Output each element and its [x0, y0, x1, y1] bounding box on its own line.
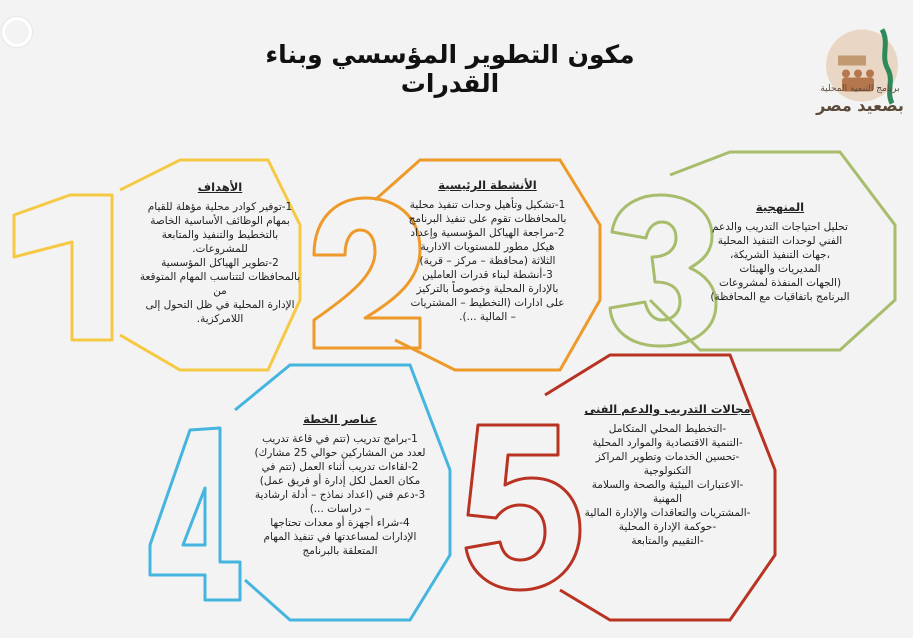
box-line: التكنولوجية	[643, 465, 692, 477]
box-line: هيكل مطور للمستويات الادارية	[420, 241, 555, 253]
box-heading: الأنشطة الرئيسية	[438, 178, 537, 192]
box-line: -التخطيط المحلي المتكامل	[608, 423, 727, 435]
box-heading: عناصر الخطة	[303, 412, 377, 426]
logo-person	[854, 70, 862, 78]
box-plan-elements	[240, 412, 440, 558]
box-line: للمشروعات.	[192, 243, 248, 255]
box-line: مكان العمل لكل إدارة أو فريق عمل)	[259, 475, 421, 487]
box-line: المتعلقة بالبرنامج	[302, 545, 378, 557]
box-line: الفني لوحدات التنفيذ المحلية	[717, 235, 843, 247]
box-line: بالتخطيط والتنفيذ والمتابعة	[161, 229, 279, 241]
box-line: 3-أنشطة لبناء قدرات العاملين	[422, 269, 553, 281]
box-line: 2-مراجعة الهياكل المؤسسية وإعداد	[410, 227, 565, 239]
box-line: 1-توفير كوادر محلية مؤهلة للقيام	[147, 201, 293, 213]
box-line: -التنمية الاقتصادية والموارد المحلية	[592, 437, 743, 449]
box-line: الإدارات لمساعدتها في تنفيذ المهام	[263, 531, 417, 543]
box-line: 2-لقاءات تدريب أثناء العمل (تتم في	[261, 461, 419, 473]
box-line: -حوكمة الإدارة المحلية	[618, 521, 717, 533]
logo-person	[866, 70, 874, 78]
corner-circle-icon	[2, 17, 32, 47]
box-line: 4-شراء أجهزة أو معدات تحتاجها	[270, 517, 410, 529]
box-line: بمهام الوظائف الأساسية الخاصة	[150, 215, 290, 227]
box-line: 1-تشكيل وتأهيل وحدات تنفيذ محلية	[409, 199, 566, 211]
box-line: 2-تطوير الهياكل المؤسسية	[161, 257, 279, 269]
box-heading: الأهداف	[197, 180, 243, 194]
box-line: – المالية ...).	[459, 311, 516, 323]
logo-name: بصعيد مصر	[816, 96, 904, 115]
box-methodology	[680, 200, 880, 304]
box-line: -التقييم والمتابعة	[631, 535, 704, 547]
box-line: تحليل احتياجات التدريب والدعم	[712, 221, 848, 233]
numeral-1	[14, 195, 112, 340]
box-main-activities	[390, 178, 585, 324]
box-line: بالمحافظات لتتناسب المهام المتوقعة من	[139, 271, 301, 297]
box-line: بالإدارة المحلية وخصوصاً بالتركيز	[416, 283, 559, 295]
box-line: الإدارة المحلية في ظل التحول إلى	[145, 299, 295, 311]
box-line: 3-دعم فني (اعداد نماذج – أدلة ارشادية	[254, 489, 426, 501]
logo-person	[842, 70, 850, 78]
box-heading: مجالات التدريب والدعم الفنى	[584, 402, 751, 416]
box-line: البرنامج باتفاقيات مع المحافظة)	[710, 291, 850, 303]
box-line: الثلاثة (محافظة – مركز – قرية)	[419, 255, 556, 267]
box-line: -الاعتبارات البيئية والصحة والسلامة	[591, 479, 744, 491]
box-line: ،جهات التنفيذ الشريكة،	[730, 249, 830, 261]
box-line: – دراسات ...)	[309, 503, 371, 515]
logo-subtitle: برنامج التنمية المحلية	[820, 84, 900, 94]
box-line: -المشتريات والتعاقدات والإدارة المالية	[584, 507, 751, 519]
logo-houses	[838, 56, 866, 66]
box-training-areas	[560, 402, 775, 548]
box-line: بالمحافظات تقوم على تنفيذ البرنامج	[408, 213, 567, 225]
box-line: اللامركزية.	[196, 313, 244, 325]
page-title: مكون التطوير المؤسسي وبناء القدرات	[265, 40, 635, 98]
box-heading: المنهجية	[755, 200, 805, 214]
box-line: (الجهات المنفذة لمشروعات	[718, 277, 842, 289]
box-line: -تحسين الخدمات وتطوير المراكز	[595, 451, 740, 463]
box-line: المديريات والهيئات	[739, 263, 821, 275]
box-line: المهنية	[653, 493, 682, 505]
box-objectives	[132, 180, 308, 326]
numeral-4	[150, 428, 240, 600]
box-line: لعدد من المشاركين حوالي 25 مشارك)	[254, 447, 426, 459]
box-line: 1-برامج تدريب (تتم في قاعة تدريب	[262, 433, 418, 445]
box-line: على ادارات (التخطيط – المشتريات	[410, 297, 565, 309]
